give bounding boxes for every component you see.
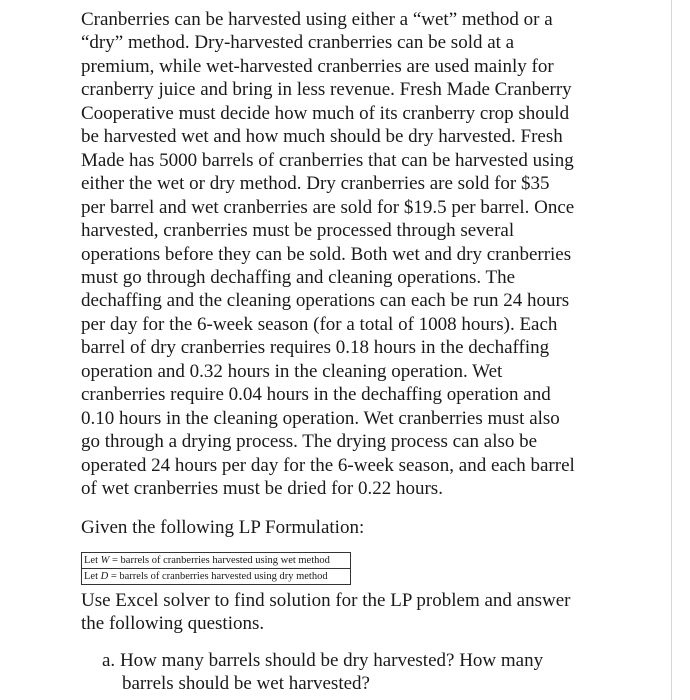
variable-definitions-box [81, 552, 351, 585]
problem-line: must go through dechaffing and cleaning operations. The [81, 266, 516, 288]
problem-line: operation and 0.32 hours in the cleaning operation. Wet [81, 360, 503, 382]
problem-line: harvested, cranberries must be processed through several [81, 220, 515, 242]
problem-line: dechaffing and the cleaning operations can each be run 24 hours [81, 290, 570, 312]
problem-line: per day for the 6-week season (for a total of 1008 hours). Each [81, 313, 558, 335]
definition-prefix: Let [84, 571, 101, 582]
problem-line: premium, while wet-harvested cranberries are used mainly for [81, 55, 554, 77]
definition-prefix: Let [84, 555, 101, 566]
problem-line: operated 24 hours per day for the 6-week season, and each barrel [81, 454, 575, 476]
problem-line: of wet cranberries must be dried for 0.22 hours. [81, 478, 443, 500]
question-line: barrels should be wet harvested? [122, 673, 370, 694]
problem-line: barrel of dry cranberries requires 0.18 hours in the dechaffing [81, 337, 550, 359]
page-edge-divider [671, 0, 672, 700]
problem-line: Made has 5000 barrels of cranberries that can be harvested using [81, 149, 574, 171]
problem-line: operations before they can be sold. Both wet and dry cranberries [81, 243, 572, 265]
problem-line: “dry” method. Dry-harvested cranberries can be sold at a [81, 32, 515, 54]
definition-text: = barrels of cranberries harvested using wet method [109, 555, 330, 566]
definition-text: = barrels of cranberries harvested using dry method [108, 571, 328, 582]
variable-definition-dry [82, 568, 350, 584]
problem-line: Cooperative must decide how much of its cranberry crop should [81, 102, 570, 124]
problem-line: cranberry juice and bring in less revenue. Fresh Made Cranberry [81, 79, 572, 101]
problem-line: be harvested wet and how much should be dry harvested. Fresh [81, 126, 563, 148]
question-a [102, 649, 622, 695]
problem-line: per barrel and wet cranberries are sold for $19.5 per barrel. Once [81, 196, 575, 218]
instruction-line: the following questions. [81, 613, 265, 634]
lp-formulation-heading: Given the following LP Formulation: [81, 517, 365, 538]
question-marker: a. [102, 650, 116, 671]
variable-definition-wet [82, 553, 350, 568]
problem-line: cranberries require 0.04 hours in the dechaffing operation and [81, 384, 551, 406]
problem-line: Cranberries can be harvested using either a “wet” method or a [81, 9, 553, 30]
variable-symbol: W [100, 555, 110, 566]
question-line: How many barrels should be dry harvested? How many [119, 650, 544, 671]
problem-statement [81, 8, 621, 501]
problem-line: 0.10 hours in the cleaning operation. Wet cranberries must also [81, 407, 560, 429]
problem-line: either the wet or dry method. Dry cranberries are sold for $35 [81, 173, 550, 195]
variable-symbol: D [100, 571, 109, 582]
problem-line: go through a drying process. The drying process can also be [81, 431, 538, 453]
instruction-line: Use Excel solver to find solution for the LP problem and answer [81, 590, 571, 611]
solver-instruction [81, 589, 621, 635]
